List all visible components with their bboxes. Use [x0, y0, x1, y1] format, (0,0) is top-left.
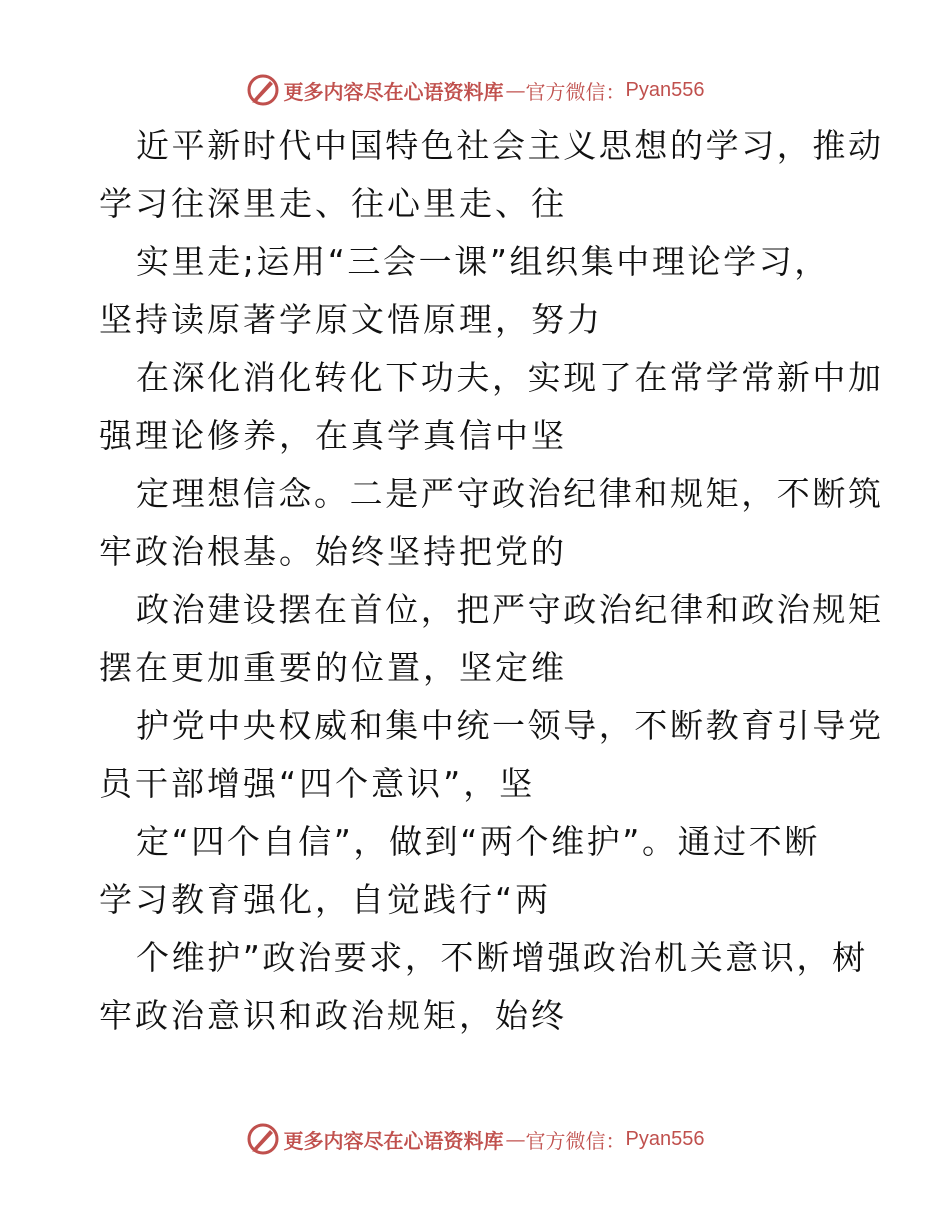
- body-line: 强理论修养，在真学真信中坚: [99, 416, 567, 455]
- body-line: 员干部增强“四个意识”，坚: [99, 764, 536, 803]
- body-line: 学习教育强化，自觉践行“两: [99, 880, 552, 919]
- brush-circle-logo-icon: [246, 73, 280, 107]
- footer-promo-text: 更多内容尽在心语资料库: [283, 1128, 504, 1153]
- body-line: 学习往深里走、往心里走、往: [99, 184, 567, 223]
- body-line: 护党中央权威和集中统一领导，不断教育引导党: [136, 706, 884, 745]
- document-body: [0, 117, 950, 1045]
- header-wechat-label: 官方微信：: [525, 79, 626, 104]
- footer-banner: [0, 1119, 950, 1159]
- body-line: 牢政治根基。始终坚持把党的: [99, 532, 567, 571]
- header-banner: [0, 70, 950, 110]
- footer-dash: —: [505, 1127, 524, 1151]
- body-line: 定“四个自信”，做到“两个维护”。通过不断: [136, 822, 820, 861]
- body-line: 个维护”政治要求，不断增强政治机关意识，树: [136, 938, 868, 977]
- body-line: 在深化消化转化下功夫，实现了在常学常新中加: [136, 358, 884, 397]
- body-line: 政治建设摆在首位，把严守政治纪律和政治规矩: [136, 590, 884, 629]
- body-line: 牢政治意识和政治规矩，始终: [99, 996, 567, 1035]
- brush-circle-logo-icon: [246, 1122, 280, 1156]
- body-line: 定理想信念。二是严守政治纪律和规矩，不断筑: [136, 474, 884, 513]
- body-line: 坚持读原著学原文悟原理，努力: [99, 300, 603, 339]
- footer-wechat-id: Pyan556: [625, 1127, 705, 1150]
- header-dash: —: [505, 78, 524, 102]
- body-line: 近平新时代中国特色社会主义思想的学习，推动: [136, 126, 884, 165]
- header-wechat-id: Pyan556: [625, 78, 705, 101]
- footer-wechat-label: 官方微信：: [525, 1128, 626, 1153]
- body-line: 摆在更加重要的位置，坚定维: [99, 648, 567, 687]
- header-promo-text: 更多内容尽在心语资料库: [283, 79, 504, 104]
- body-line: 实里走;运用“三会一课”组织集中理论学习，: [136, 242, 830, 281]
